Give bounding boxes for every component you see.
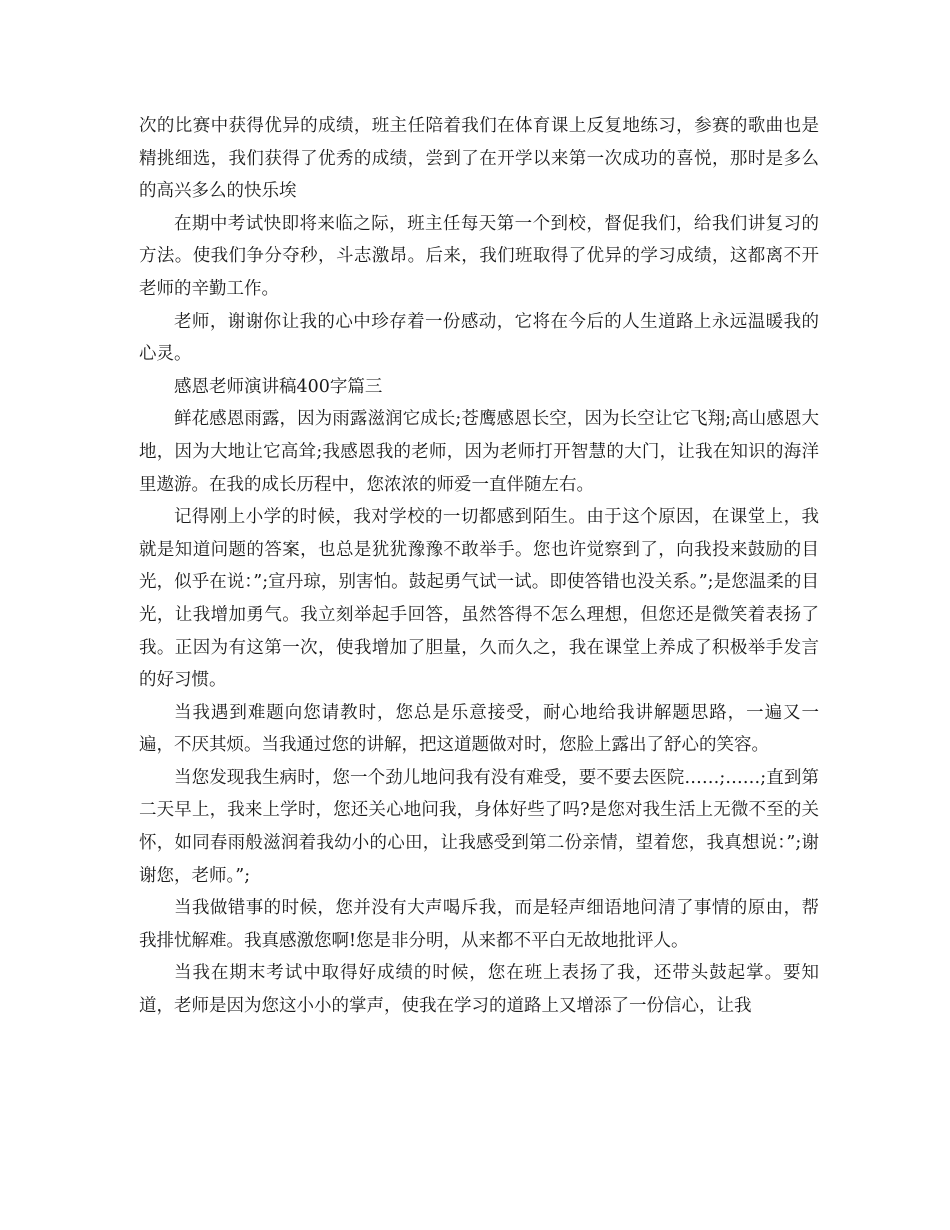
paragraph: 老师，谢谢你让我的心中珍存着一份感动，它将在今后的人生道路上永远温暖我的心灵。 [139,311,819,365]
section-heading: 感恩老师演讲稿400字篇三 [174,376,383,397]
paragraph: 当您发现我生病时，您一个劲儿地问我有没有难受，要不要去医院……;……;直到第二天早上，我来上学时，您还关心地问我，身体好些了吗?是您对我生活上无微不至的关怀，如同春雨般滋润着我幼小的心田，让我感受到第二份亲情，望着您，我真想说：”;谢谢您，老师。”; [139,767,819,886]
paragraph: 次的比赛中获得优异的成绩，班主任陪着我们在体育课上反复地练习，参赛的歌曲也是精挑细选，我们获得了优秀的成绩，尝到了在开学以来第一次成功的喜悦，那时是多么的高兴多么的快乐埃 [139,116,819,202]
paragraph: 在期中考试快即将来临之际，班主任每天第一个到校，督促我们，给我们讲复习的方法。使我们争分夺秒，斗志激昂。后来，我们班取得了优异的学习成绩，这都离不开老师的辛勤工作。 [139,213,819,299]
paragraph: 鲜花感恩雨露，因为雨露滋润它成长;苍鹰感恩长空，因为长空让它飞翔;高山感恩大地，因为大地让它高耸;我感恩我的老师，因为老师打开智慧的大门，让我在知识的海洋里遨游。在我的成长历程中，您浓浓的师爱一直伴随左右。 [139,409,819,495]
paragraph: 记得刚上小学的时候，我对学校的一切都感到陌生。由于这个原因，在课堂上，我就是知道问题的答案，也总是犹犹豫豫不敢举手。您也许觉察到了，向我投来鼓励的目光，似乎在说：”;宣丹琼，别害怕。鼓起勇气试一试。即使答错也没关系。”;是您温柔的目光，让我增加勇气。我立刻举起手回答，虽然答得不怎么理想，但您还是微笑着表扬了我。正因为有这第一次，使我增加了胆量，久而久之，我在课堂上养成了积极举手发言的好习惯。 [139,507,819,691]
paragraph: 当我在期末考试中取得好成绩的时候，您在班上表扬了我，还带头鼓起掌。要知道，老师是因为您这小小的掌声，使我在学习的道路上又增添了一份信心，让我 [139,963,819,1017]
paragraph: 当我做错事的时候，您并没有大声喝斥我，而是轻声细语地问清了事情的原由，帮我排忧解难。我真感激您啊!您是非分明，从来都不平白无故地批评人。 [139,898,819,951]
document-body [139,110,819,1023]
paragraph: 当我遇到难题向您请教时，您总是乐意接受，耐心地给我讲解题思路，一遍又一遍，不厌其烦。当我通过您的讲解，把这道题做对时，您脸上露出了舒心的笑容。 [139,702,819,756]
